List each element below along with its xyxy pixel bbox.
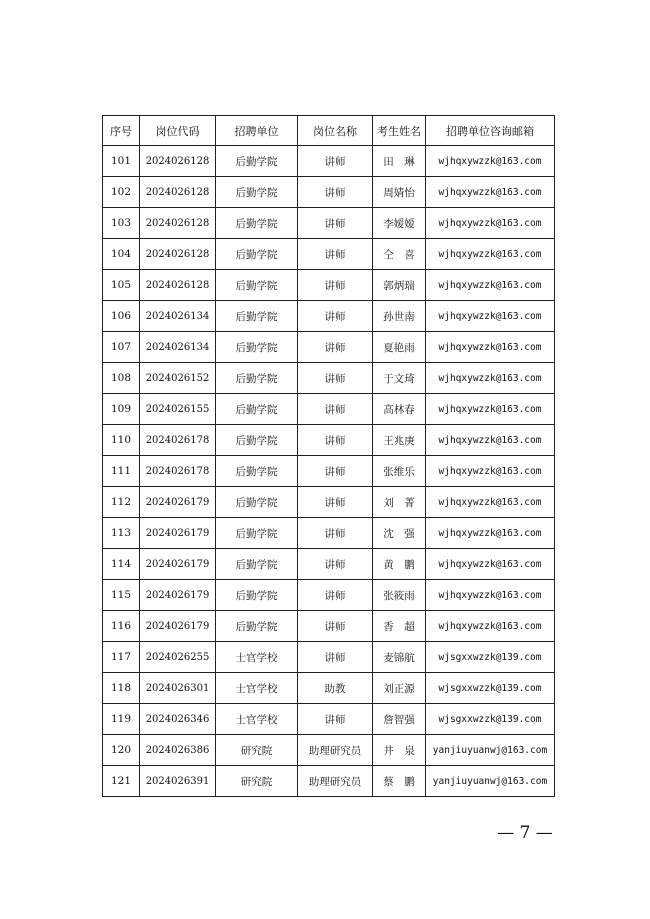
candidate-name-cell: 刘正源 — [373, 673, 426, 704]
serial-cell: 104 — [103, 239, 140, 270]
contact-email-cell: wjsgxxwzzk@139.com — [426, 642, 555, 673]
table-body — [103, 146, 555, 797]
position-code-cell: 2024026128 — [140, 239, 216, 270]
table-header — [103, 116, 555, 146]
recruiting-unit-cell: 后勤学院 — [216, 549, 298, 580]
recruiting-unit-cell: 后勤学院 — [216, 425, 298, 456]
table-row — [103, 549, 555, 580]
serial-cell: 101 — [103, 146, 140, 177]
contact-email-cell: wjhqxywzzk@163.com — [426, 518, 555, 549]
header-contact-email: 招聘单位咨询邮箱 — [426, 116, 555, 146]
table-row — [103, 332, 555, 363]
position-name-cell: 讲师 — [298, 549, 373, 580]
header-candidate-name: 考生姓名 — [373, 116, 426, 146]
position-code-cell: 2024026178 — [140, 425, 216, 456]
position-code-cell: 2024026152 — [140, 363, 216, 394]
position-code-cell: 2024026155 — [140, 394, 216, 425]
position-code-cell: 2024026128 — [140, 208, 216, 239]
contact-email-cell: wjhqxywzzk@163.com — [426, 239, 555, 270]
table-row — [103, 518, 555, 549]
position-name-cell: 讲师 — [298, 239, 373, 270]
serial-cell: 117 — [103, 642, 140, 673]
candidate-name-cell: 周婧怡 — [373, 177, 426, 208]
contact-email-cell: wjhqxywzzk@163.com — [426, 425, 555, 456]
contact-email-cell: wjhqxywzzk@163.com — [426, 580, 555, 611]
contact-email-cell: wjhqxywzzk@163.com — [426, 301, 555, 332]
table-row — [103, 735, 555, 766]
position-code-cell: 2024026178 — [140, 456, 216, 487]
table-row — [103, 146, 555, 177]
table-row — [103, 177, 555, 208]
position-code-cell: 2024026134 — [140, 332, 216, 363]
position-name-cell: 助理研究员 — [298, 735, 373, 766]
table-row — [103, 456, 555, 487]
candidate-name-cell: 蔡 鹏 — [373, 766, 426, 797]
candidate-name-cell: 李嫒嫒 — [373, 208, 426, 239]
position-name-cell: 讲师 — [298, 425, 373, 456]
recruiting-unit-cell: 后勤学院 — [216, 301, 298, 332]
candidate-name-cell: 田 琳 — [373, 146, 426, 177]
header-serial: 序号 — [103, 116, 140, 146]
serial-cell: 107 — [103, 332, 140, 363]
recruiting-unit-cell: 后勤学院 — [216, 487, 298, 518]
candidate-name-cell: 黄 鹏 — [373, 549, 426, 580]
position-name-cell: 讲师 — [298, 146, 373, 177]
recruiting-unit-cell: 后勤学院 — [216, 518, 298, 549]
candidate-name-cell: 詹智强 — [373, 704, 426, 735]
serial-cell: 115 — [103, 580, 140, 611]
position-name-cell: 讲师 — [298, 518, 373, 549]
candidate-name-cell: 香 超 — [373, 611, 426, 642]
position-name-cell: 讲师 — [298, 177, 373, 208]
position-code-cell: 2024026179 — [140, 549, 216, 580]
candidate-name-cell: 刘 菁 — [373, 487, 426, 518]
position-name-cell: 助理研究员 — [298, 766, 373, 797]
recruiting-unit-cell: 士官学校 — [216, 642, 298, 673]
position-name-cell: 讲师 — [298, 394, 373, 425]
recruiting-unit-cell: 后勤学院 — [216, 239, 298, 270]
candidate-name-cell: 孙世南 — [373, 301, 426, 332]
serial-cell: 106 — [103, 301, 140, 332]
candidate-name-cell: 王兆庚 — [373, 425, 426, 456]
position-code-cell: 2024026179 — [140, 487, 216, 518]
serial-cell: 113 — [103, 518, 140, 549]
recruiting-unit-cell: 后勤学院 — [216, 270, 298, 301]
position-name-cell: 讲师 — [298, 580, 373, 611]
table-row — [103, 394, 555, 425]
table-row — [103, 301, 555, 332]
recruiting-unit-cell: 后勤学院 — [216, 177, 298, 208]
position-code-cell: 2024026179 — [140, 611, 216, 642]
table-row — [103, 363, 555, 394]
serial-cell: 103 — [103, 208, 140, 239]
serial-cell: 114 — [103, 549, 140, 580]
table-row — [103, 766, 555, 797]
serial-cell: 119 — [103, 704, 140, 735]
serial-cell: 111 — [103, 456, 140, 487]
position-name-cell: 讲师 — [298, 456, 373, 487]
candidate-name-cell: 仝 喜 — [373, 239, 426, 270]
candidate-name-cell: 夏艳雨 — [373, 332, 426, 363]
contact-email-cell: wjhqxywzzk@163.com — [426, 146, 555, 177]
header-position-code: 岗位代码 — [140, 116, 216, 146]
candidate-table — [102, 115, 555, 797]
position-code-cell: 2024026128 — [140, 270, 216, 301]
recruiting-unit-cell: 后勤学院 — [216, 332, 298, 363]
table-row — [103, 208, 555, 239]
position-code-cell: 2024026301 — [140, 673, 216, 704]
position-code-cell: 2024026179 — [140, 518, 216, 549]
table-row — [103, 642, 555, 673]
table-row — [103, 270, 555, 301]
page-number: — 7 — — [497, 823, 553, 843]
header-recruiting-unit: 招聘单位 — [216, 116, 298, 146]
position-name-cell: 讲师 — [298, 611, 373, 642]
serial-cell: 102 — [103, 177, 140, 208]
position-name-cell: 讲师 — [298, 363, 373, 394]
contact-email-cell: wjhqxywzzk@163.com — [426, 208, 555, 239]
position-name-cell: 讲师 — [298, 642, 373, 673]
candidate-name-cell: 张维乐 — [373, 456, 426, 487]
table-row — [103, 580, 555, 611]
contact-email-cell: wjhqxywzzk@163.com — [426, 487, 555, 518]
candidate-name-cell: 郭炳瑞 — [373, 270, 426, 301]
position-code-cell: 2024026255 — [140, 642, 216, 673]
candidate-name-cell: 麦锦航 — [373, 642, 426, 673]
recruiting-unit-cell: 后勤学院 — [216, 363, 298, 394]
serial-cell: 120 — [103, 735, 140, 766]
contact-email-cell: wjhqxywzzk@163.com — [426, 611, 555, 642]
contact-email-cell: wjhqxywzzk@163.com — [426, 270, 555, 301]
candidate-name-cell: 张筱雨 — [373, 580, 426, 611]
recruiting-unit-cell: 后勤学院 — [216, 611, 298, 642]
position-name-cell: 讲师 — [298, 301, 373, 332]
contact-email-cell: wjsgxxwzzk@139.com — [426, 704, 555, 735]
serial-cell: 109 — [103, 394, 140, 425]
serial-cell: 121 — [103, 766, 140, 797]
table-row — [103, 704, 555, 735]
candidate-name-cell: 井 泉 — [373, 735, 426, 766]
position-code-cell: 2024026346 — [140, 704, 216, 735]
position-code-cell: 2024026179 — [140, 580, 216, 611]
position-name-cell: 助教 — [298, 673, 373, 704]
recruiting-unit-cell: 后勤学院 — [216, 456, 298, 487]
contact-email-cell: wjhqxywzzk@163.com — [426, 177, 555, 208]
recruiting-unit-cell: 后勤学院 — [216, 394, 298, 425]
candidate-name-cell: 高林春 — [373, 394, 426, 425]
table-row — [103, 611, 555, 642]
serial-cell: 108 — [103, 363, 140, 394]
position-name-cell: 讲师 — [298, 487, 373, 518]
position-code-cell: 2024026386 — [140, 735, 216, 766]
contact-email-cell: wjhqxywzzk@163.com — [426, 549, 555, 580]
serial-cell: 105 — [103, 270, 140, 301]
header-position-name: 岗位名称 — [298, 116, 373, 146]
contact-email-cell: yanjiuyuanwj@163.com — [426, 766, 555, 797]
header-row — [103, 116, 555, 146]
recruiting-unit-cell: 后勤学院 — [216, 580, 298, 611]
contact-email-cell: wjhqxywzzk@163.com — [426, 394, 555, 425]
position-code-cell: 2024026391 — [140, 766, 216, 797]
candidate-name-cell: 于文琦 — [373, 363, 426, 394]
recruiting-unit-cell: 研究院 — [216, 735, 298, 766]
contact-email-cell: wjhqxywzzk@163.com — [426, 456, 555, 487]
recruiting-unit-cell: 士官学校 — [216, 704, 298, 735]
recruiting-unit-cell: 后勤学院 — [216, 208, 298, 239]
table-row — [103, 239, 555, 270]
position-code-cell: 2024026128 — [140, 146, 216, 177]
serial-cell: 118 — [103, 673, 140, 704]
position-name-cell: 讲师 — [298, 704, 373, 735]
position-name-cell: 讲师 — [298, 270, 373, 301]
contact-email-cell: yanjiuyuanwj@163.com — [426, 735, 555, 766]
recruiting-unit-cell: 后勤学院 — [216, 146, 298, 177]
contact-email-cell: wjhqxywzzk@163.com — [426, 363, 555, 394]
table-row — [103, 425, 555, 456]
position-name-cell: 讲师 — [298, 332, 373, 363]
position-code-cell: 2024026128 — [140, 177, 216, 208]
serial-cell: 112 — [103, 487, 140, 518]
contact-email-cell: wjhqxywzzk@163.com — [426, 332, 555, 363]
position-code-cell: 2024026134 — [140, 301, 216, 332]
candidate-name-cell: 沈 强 — [373, 518, 426, 549]
recruiting-unit-cell: 研究院 — [216, 766, 298, 797]
serial-cell: 116 — [103, 611, 140, 642]
table-row — [103, 673, 555, 704]
position-name-cell: 讲师 — [298, 208, 373, 239]
serial-cell: 110 — [103, 425, 140, 456]
contact-email-cell: wjsgxxwzzk@139.com — [426, 673, 555, 704]
table-row — [103, 487, 555, 518]
recruiting-unit-cell: 士官学校 — [216, 673, 298, 704]
